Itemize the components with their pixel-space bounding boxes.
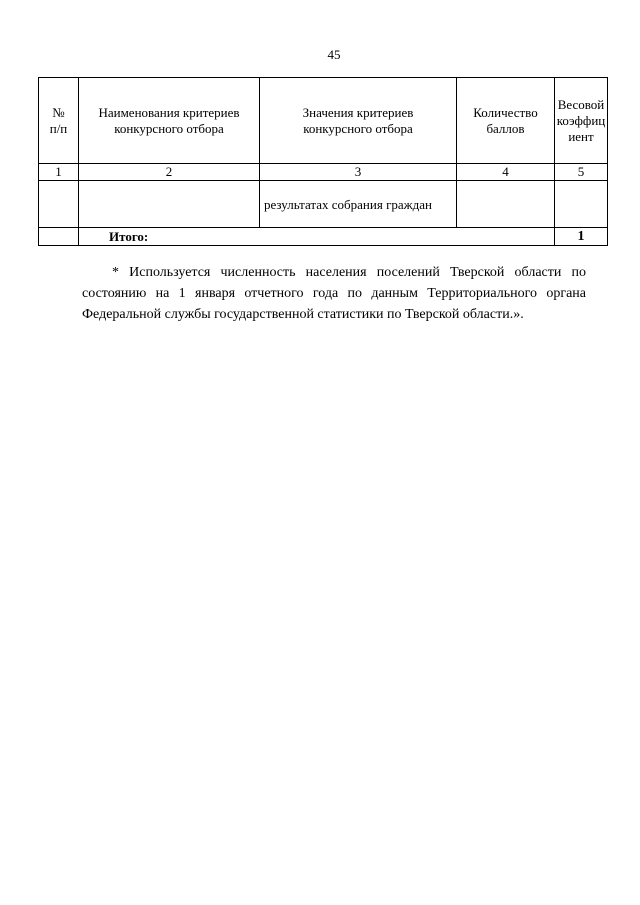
header-number	[39, 78, 79, 164]
total-cell-1	[39, 228, 79, 246]
column-number-2: 2	[79, 164, 260, 181]
header-row	[39, 78, 608, 164]
total-value: 1	[555, 228, 608, 246]
header-weight-text: Весовой коэффициент	[556, 96, 606, 144]
header-criteria-values-text: Значения критериев конкурсного отбора	[302, 104, 414, 136]
cont-cell-5	[555, 181, 608, 228]
column-number-3: 3	[260, 164, 457, 181]
total-row	[39, 228, 608, 246]
header-weight	[555, 78, 608, 164]
header-criteria-name	[79, 78, 260, 164]
column-number-5: 5	[555, 164, 608, 181]
column-number-1: 1	[39, 164, 79, 181]
criteria-table	[38, 77, 608, 246]
cont-cell-1	[39, 181, 79, 228]
cont-cell-3: результатах собрания граждан	[260, 181, 457, 228]
continuation-row	[39, 181, 608, 228]
footnote: * Используется численность населения поселений Тверской области по состоянию на 1 января отчетного года по данным Территориального органа Федеральной службы государственной статистики по Тверской области.».	[82, 265, 586, 322]
header-points	[457, 78, 555, 164]
header-number-sign: №	[52, 104, 65, 120]
header-points-text: Количество баллов	[473, 104, 538, 136]
total-label: Итого:	[79, 228, 555, 246]
column-number-row	[39, 164, 608, 181]
header-criteria-name-text: Наименования критериев конкурсного отбора	[98, 104, 240, 136]
page-number: 45	[327, 47, 341, 62]
header-number-pp: п/п	[49, 120, 68, 136]
cont-cell-2	[79, 181, 260, 228]
cont-cell-4	[457, 181, 555, 228]
column-number-4: 4	[457, 164, 555, 181]
header-criteria-values	[260, 78, 457, 164]
